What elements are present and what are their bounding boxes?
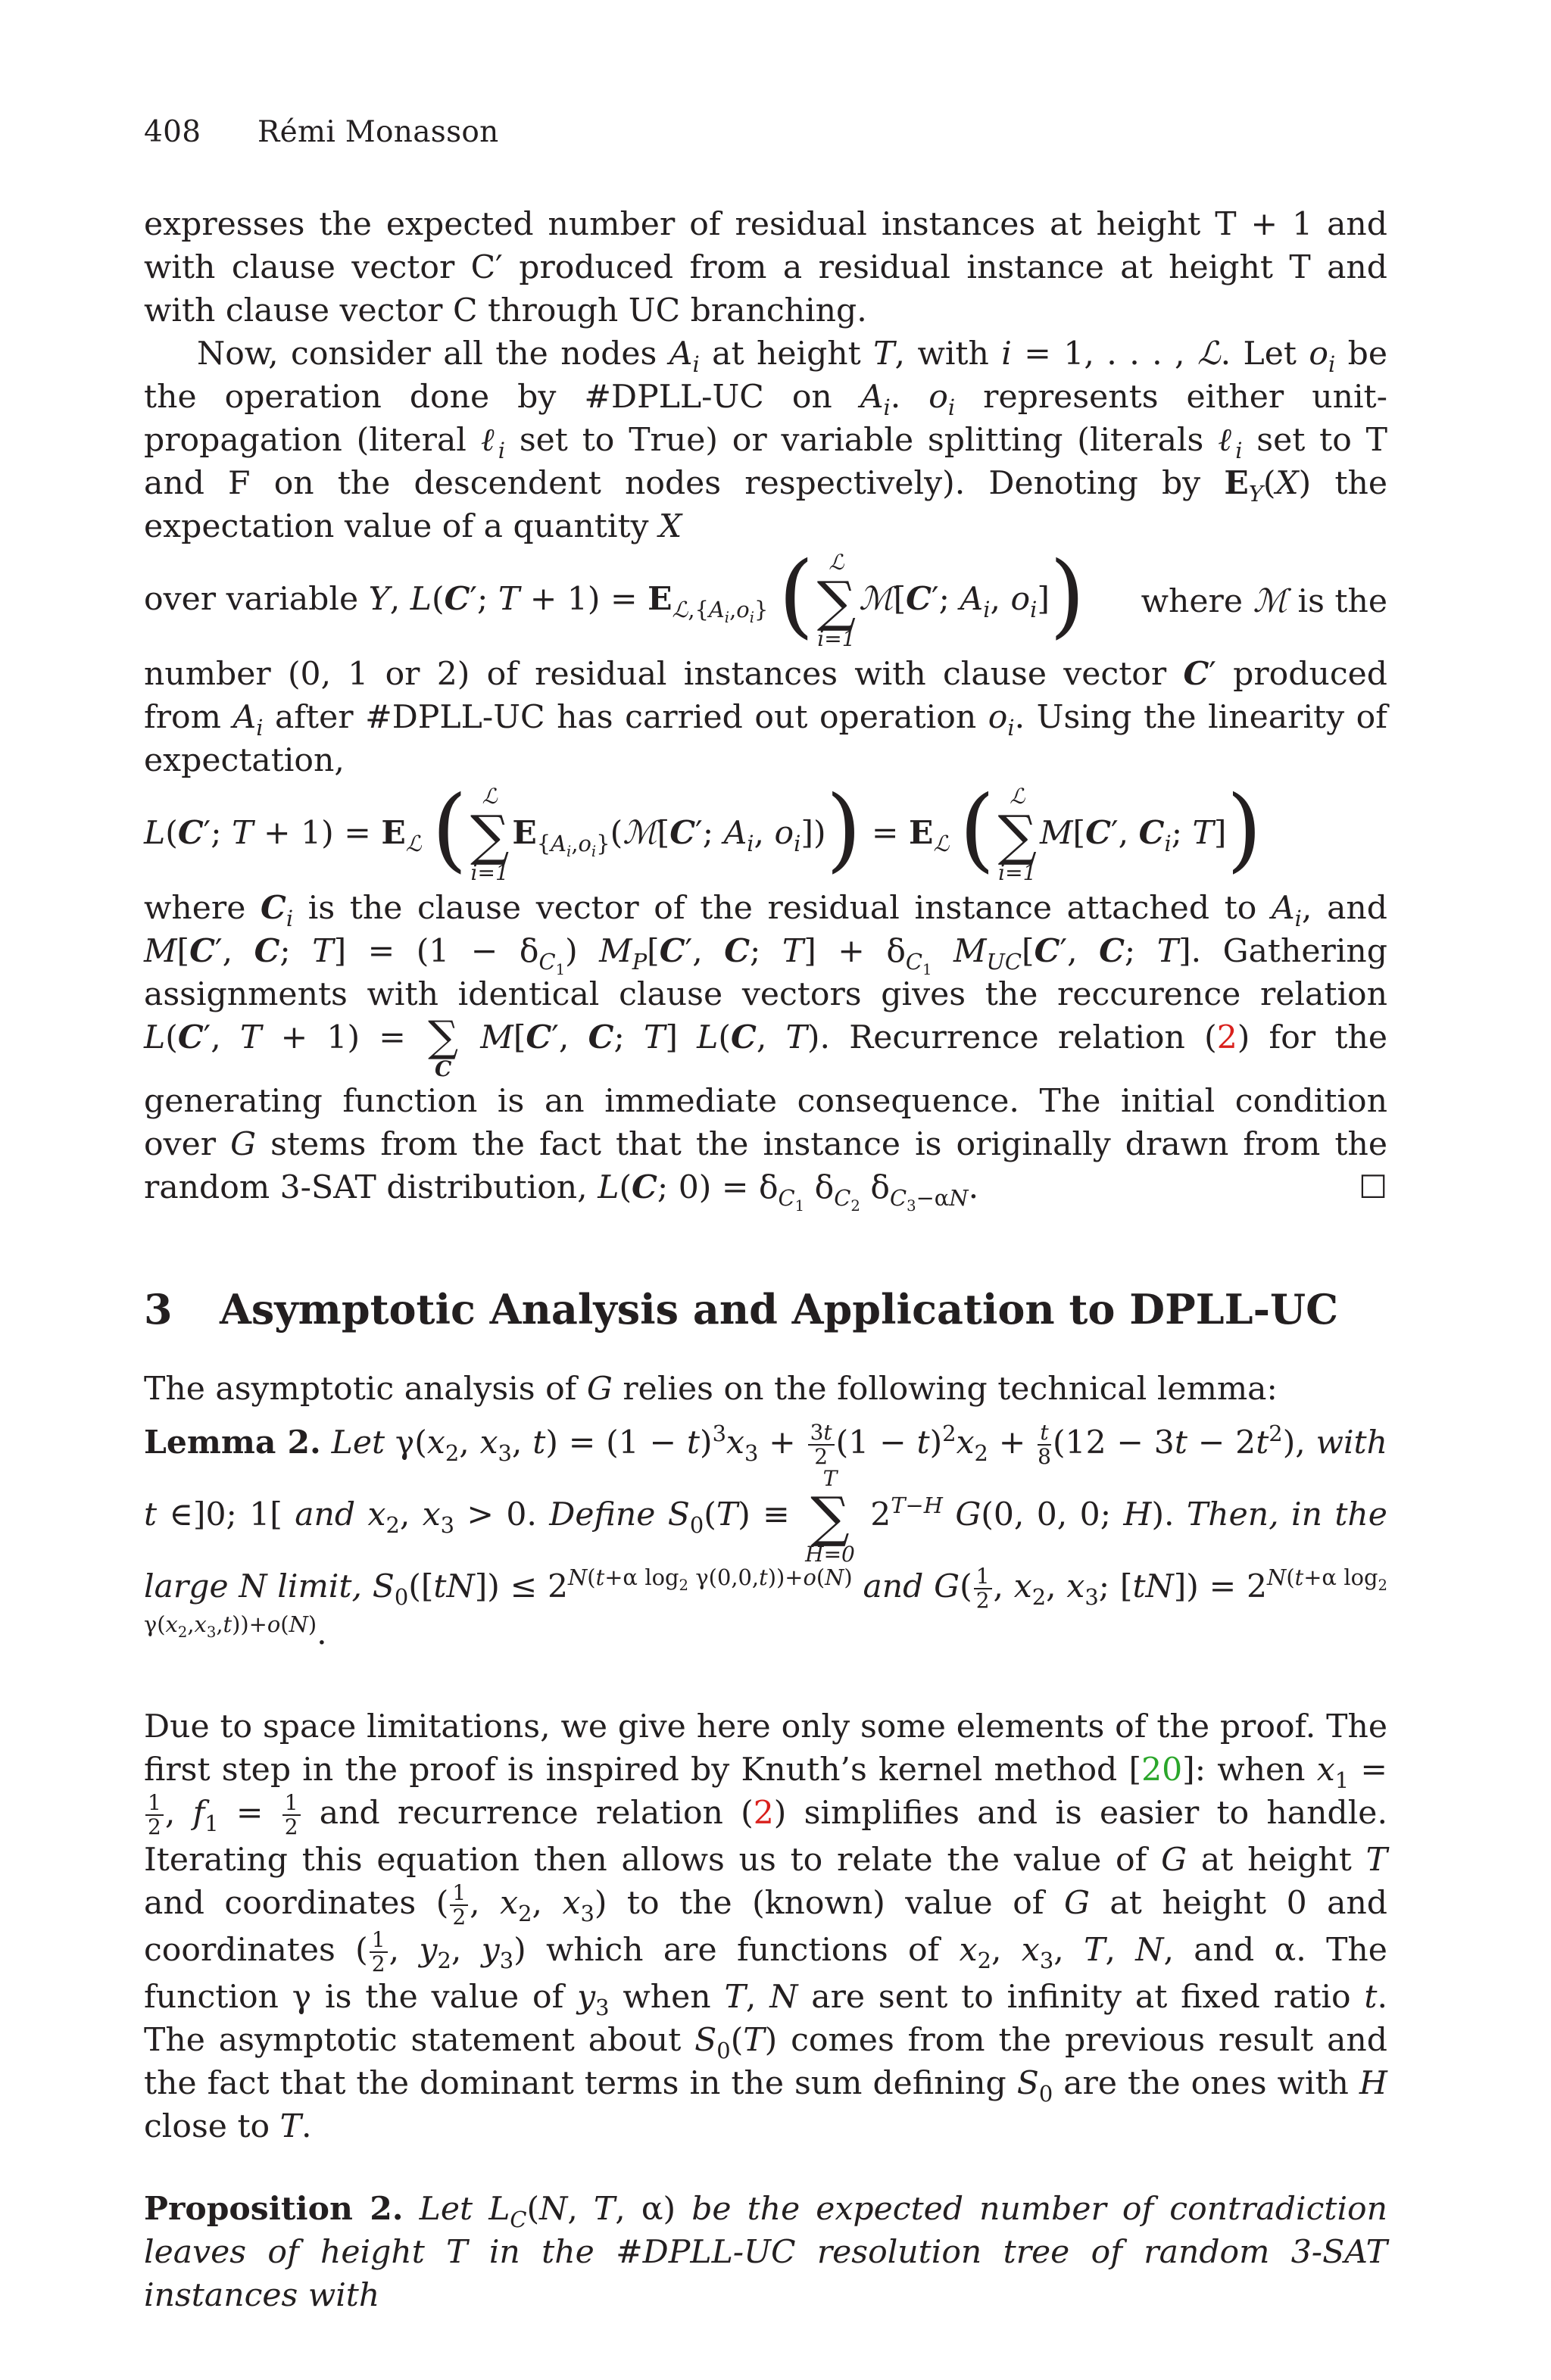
paragraph-proof-sketch: Due to space limitations, we give here only some elements of the proof. The first step in the proof is inspired by Knuth’s kernel method [20]: when $x_1$ = $\frac{1}{2}$ , $f_1$ = $\frac{1}{2}$ and recurrence relation (2) simplifies and is easier to handle. Iterating this equation then allows us to relate the value of G at height T and coordinates ( $\frac{1}{2}$ , $x_2$, $x_3$) to the (known) value of G at height 0 and coordinates ( $\frac{1}{2}$ , $y_2$, $y_3$) which are functions of $x_2$, $x_3$, T, N, and α. The function γ is the value of $y_3$ when T, N are sent to infinity at fixed ratio t. The asymptotic statement about $S_0(T)$ comes from the previous result and the fact that the dominant terms in the sum defining $S_0$ are the ones with H close to T. [144, 1708, 1388, 2145]
equation-reference[interactable]: 2 [1216, 1019, 1237, 1056]
running-header [144, 115, 499, 149]
paragraph-where-ci: where $C_i$ is the clause vector of the residual instance attached to $A_i$, and M[C′, C; $T] = (1 - \delta_{C_1})$ $M_P[C'$, C; $T] + \delta_{C_1}$ $M_{UC}[C'$, C; T]. Gathering assignments with identical clause vectors gives the reccurence relation L(C′, T + 1) = ∑ C M[C′, C; T] L(C, T). Recurrence relation (2) for the generating function is an immediate consequence. The initial condition over G stems from the fact that the instance is originally drawn from the random 3-SAT distribution, L(C; $0) = \delta_{C_1}$ $\delta_{C_2}$ $\delta_{C_3-\alpha N}$. □ [144, 889, 1388, 1215]
lemma-2: Lemma 2. Let $\gamma(x_2$, $x_3$, $t) = (1 - t)^3x_3$ + $\frac{3t}{2}$ $(1 - t)^2x_2$ + $\frac{t}{8}$ $(12 - 3t - 2t^2)$, with t ∈]0; 1[ and $x_2$, $x_3 > 0$. Define $S_0(T)$ ≡ T ∑ H=0 $2^{T-H}$ G(0, 0, 0; H). Then, in the large N limit, $S_0([tN]) \le 2^{N(t+\alpha log_2 \gamma(0,0,t))+o(N)}$ and G( $\frac{1}{2}$ , $x_2$, $x_3$; $[tN]) = 2^{N(t+\alpha log_2 \gamma(x_2,x_3,t))+o(N)}$. [144, 1420, 1387, 1652]
proposition-2: Proposition 2. Let $L_C(N$, T, α) be the expected number of contradiction leaves of height T in the #DPLL-UC resolution tree of random 3-SAT instances with [144, 2190, 1387, 2314]
section-heading [144, 1285, 1387, 1333]
paragraph-now-consider: Now, consider all the nodes $A_i$ at height T, with i = 1, . . . , ℒ. Let $o_i$ be the operation done by #DPLL-UC on $A_i$. $o_i$ represents either unit-propagation (literal ℓ$_i$ set to True) or variable splitting (literals ℓ$_i$ set to T and F on the descendent nodes respectively). Denoting by $E_Y(X)$ the expectation value of a quantity X [144, 335, 1388, 545]
paragraph-expresses: expresses the expected number of residual instances at height T + 1 and with clause vector C′ produced from a residual instance at height T and with clause vector C through UC branching. [144, 206, 1387, 329]
citation-reference[interactable]: 20 [1141, 1751, 1183, 1789]
paragraph-intro-lemma: The asymptotic analysis of G relies on the following technical lemma: [144, 1371, 1278, 1408]
author-name: Rémi Monasson [257, 115, 499, 149]
qed-square-icon: □ [1359, 1167, 1387, 1202]
lemma-label: Lemma 2. [144, 1424, 321, 1461]
page-number: 408 [144, 115, 201, 149]
proposition-label: Proposition 2. [144, 2190, 404, 2228]
section-title: Asymptotic Analysis and Application to DPLL-UC [220, 1285, 1339, 1333]
paragraph-number-of-residual: number (0, 1 or 2) of residual instances with clause vector C′ produced from $A_i$ after #DPLL-UC has carried out operation $o_i$. Using the linearity of expectation, [144, 655, 1387, 779]
equation-reference-2[interactable]: 2 [753, 1795, 774, 1832]
display-equation-linearity: L(C′; $T + 1) = E_ℒ$ ( ℒ ∑ i=1 $E_{\{A_i,o_i\}}(ℳ[C'$; $A_i$, $o_i])) = E_ℒ$ ( ℒ ∑ i=1 M[C′, $C_i$; T]) [144, 777, 1262, 885]
body-text [144, 203, 1387, 2317]
section-number: 3 [144, 1285, 173, 1333]
inline-equation-line: over variable Y, L(C′; $T + 1) = E_{ℒ,\{A_i,o_i\}}$ ( ℒ ∑ i=1 ℳ[C′; $A_i$, $o_i$]) where ℳ is the [144, 543, 1387, 651]
